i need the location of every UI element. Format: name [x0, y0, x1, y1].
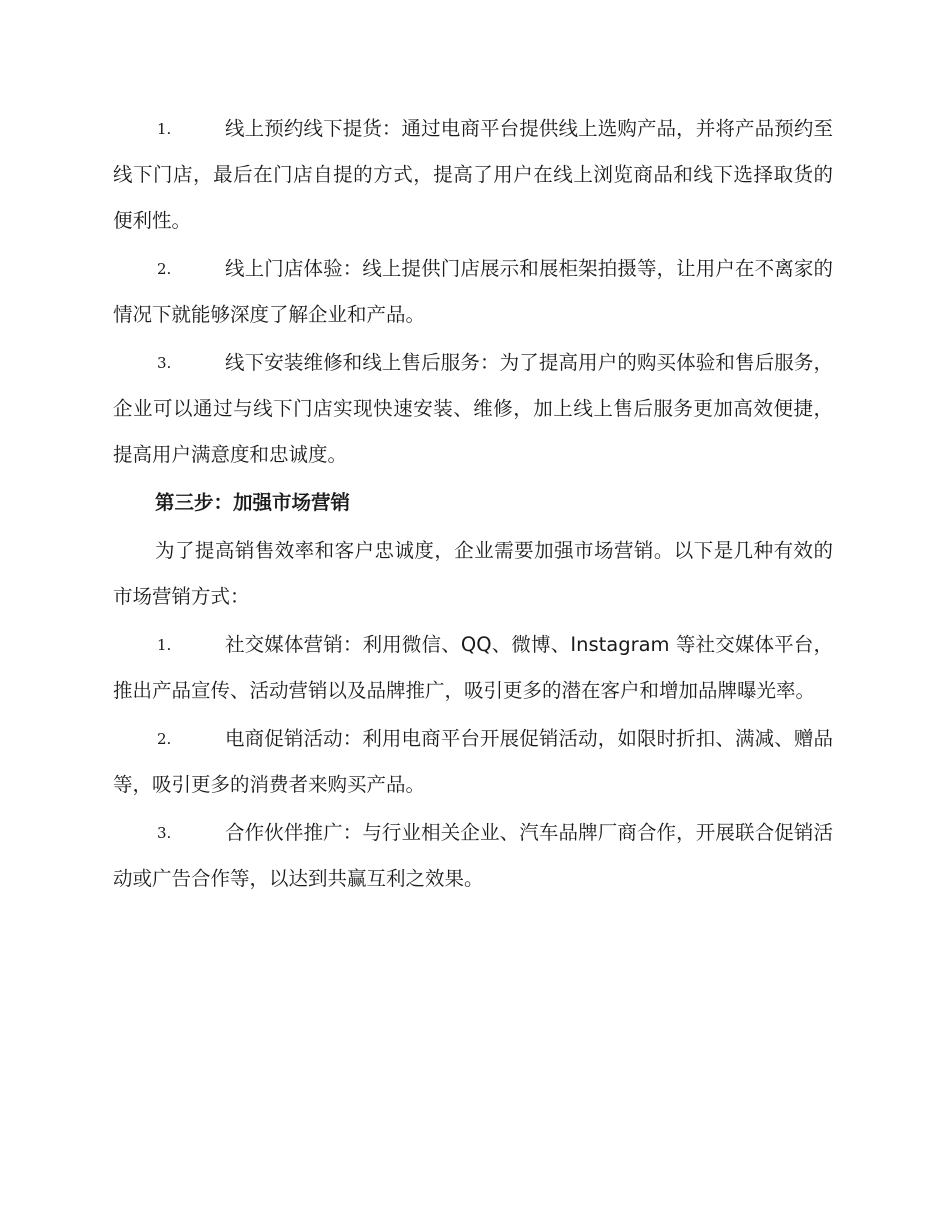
document-body — [113, 106, 833, 904]
list-item — [113, 716, 833, 808]
list-item-text: 线上预约线下提货：通过电商平台提供线上选购产品，并将产品预约至线下门店，最后在门店自提的方式，提高了用户在线上浏览商品和线下选择取货的便利性。 — [113, 117, 833, 232]
list-number: 2. — [157, 260, 172, 278]
list-number: 3. — [157, 354, 172, 372]
list-item-text: 电商促销活动：利用电商平台开展促销活动，如限时折扣、满减、赠品等，吸引更多的消费者来购买产品。 — [113, 727, 833, 796]
list-item — [113, 622, 833, 714]
list-item-text: 线下安装维修和线上售后服务：为了提高用户的购买体验和售后服务，企业可以通过与线下门店实现快速安装、维修，加上线上售后服务更加高效便捷，提高用户满意度和忠诚度。 — [113, 351, 833, 466]
section-heading: 第三步：加强市场营销 — [155, 491, 351, 514]
list-item-text: 合作伙伴推广：与行业相关企业、汽车品牌厂商合作，开展联合促销活动或广告合作等，以达到共赢互利之效果。 — [113, 821, 833, 890]
list-number: 1. — [157, 120, 172, 138]
list-item — [113, 246, 833, 338]
list-number: 3. — [157, 824, 172, 842]
list-number: 2. — [157, 730, 172, 748]
list-item — [113, 106, 833, 244]
list-item-text: 线上门店体验：线上提供门店展示和展柜架拍摄等，让用户在不离家的情况下就能够深度了解企业和产品。 — [113, 257, 833, 326]
list-item — [113, 340, 833, 478]
intro-paragraph: 为了提高销售效率和客户忠诚度，企业需要加强市场营销。以下是几种有效的市场营销方式： — [113, 539, 833, 608]
list-item-text: 社交媒体营销：利用微信、QQ、微博、Instagram 等社交媒体平台，推出产品宣传、活动营销以及品牌推广，吸引更多的潜在客户和增加品牌曝光率。 — [113, 633, 833, 702]
list-item — [113, 810, 833, 902]
list-number: 1. — [157, 636, 172, 654]
